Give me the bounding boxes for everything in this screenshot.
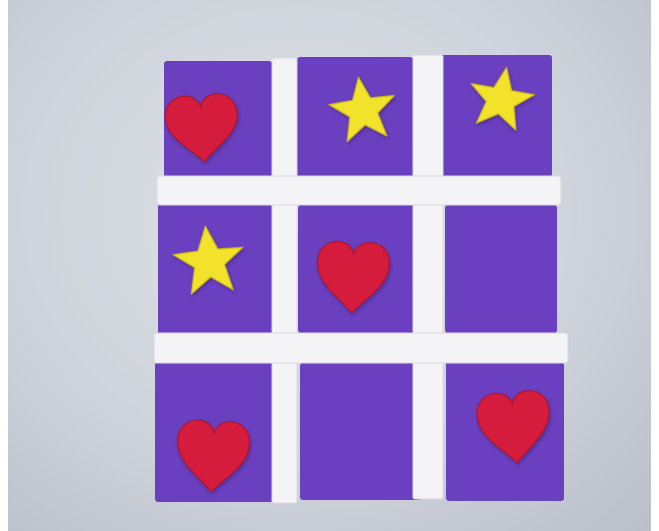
cell-2-3 xyxy=(445,205,557,333)
vertical-strip-left xyxy=(272,58,297,503)
cell-3-2 xyxy=(300,363,422,500)
cell-1-3 xyxy=(440,55,552,177)
horizontal-strip-top xyxy=(157,176,561,205)
horizontal-strip-bottom xyxy=(154,333,568,363)
vertical-strip-right xyxy=(413,55,443,499)
